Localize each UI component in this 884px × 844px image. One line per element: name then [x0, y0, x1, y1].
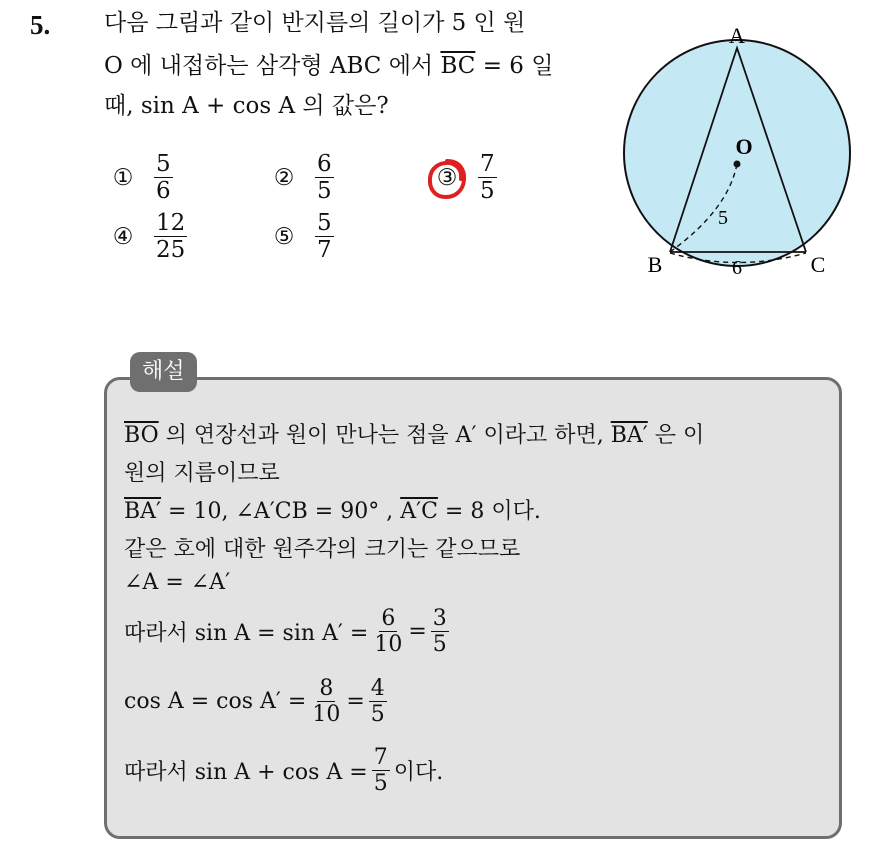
- choice-1[interactable]: [110, 152, 177, 203]
- segment-bc: $\overline{BC}$: [440, 53, 476, 79]
- label-c: C: [810, 252, 826, 277]
- explanation-line-8: 따라서 sin A + cos A = $\frac{7}{5}$ 이다.: [124, 745, 444, 797]
- choice-3-fraction: $\frac{7}{5}$: [480, 151, 495, 205]
- circle-figure: [610, 20, 860, 285]
- explanation-line-3: BA′ = 10, ∠A′CB = 90° , A′C = 8 이다.: [124, 499, 541, 524]
- choice-4[interactable]: [110, 211, 191, 262]
- choice-1-mark: ①: [112, 164, 134, 191]
- bc-length-label: 6: [732, 257, 742, 279]
- label-o: O: [735, 134, 753, 159]
- choice-4-fraction: $\frac{12}{25}$: [156, 210, 186, 264]
- choice-3-mark: ③: [434, 165, 460, 191]
- question-line-3: 때, sin A + cos A 의 값은?: [104, 93, 389, 119]
- explanation-line-1: $\overline{BO}$ 의 연장선과 원이 만나는 점을 A′ 이라고 하면, BA′ 은 이: [124, 423, 705, 448]
- choice-5-fraction: $\frac{5}{7}$: [317, 210, 332, 264]
- choice-2[interactable]: [271, 152, 338, 203]
- label-a: A: [729, 23, 745, 48]
- explanation-line-2: 원의 지름이므로: [124, 461, 280, 486]
- question-line-2: O 에 내접하는 삼각형 ABC 에서 $\overline{BC} = 6$ 일: [104, 53, 554, 79]
- choice-1-fraction: $\frac{5}{6}$: [156, 151, 171, 205]
- radius-length-label: 5: [718, 207, 728, 229]
- explanation-tag: 해설: [130, 352, 197, 392]
- question-line-1: 다음 그림과 같이 반지름의 길이가 5 인 원: [104, 10, 526, 36]
- choice-2-fraction: $\frac{6}{5}$: [317, 151, 332, 205]
- choice-2-mark: ②: [273, 164, 295, 191]
- explanation-line-6: 따라서 sin A = sin A′ = $\frac{6}{10}$ = $\frac{3}{5}$: [124, 606, 447, 658]
- explanation-line-7: cos A = cos A′ = $\frac{8}{10}$ = $\frac{4}{5}$: [124, 676, 385, 728]
- choice-3[interactable]: [434, 152, 501, 203]
- center-point-o: [734, 161, 741, 168]
- explanation-line-4: 같은 호에 대한 원주각의 크기는 같으므로: [124, 537, 521, 562]
- choice-4-mark: ④: [112, 223, 134, 250]
- explanation-line-5: ∠A = ∠A′: [124, 570, 231, 595]
- question-number: 5.: [30, 10, 51, 40]
- label-b: B: [647, 252, 663, 277]
- choice-5-mark: ⑤: [273, 223, 295, 250]
- choice-5[interactable]: [271, 211, 338, 262]
